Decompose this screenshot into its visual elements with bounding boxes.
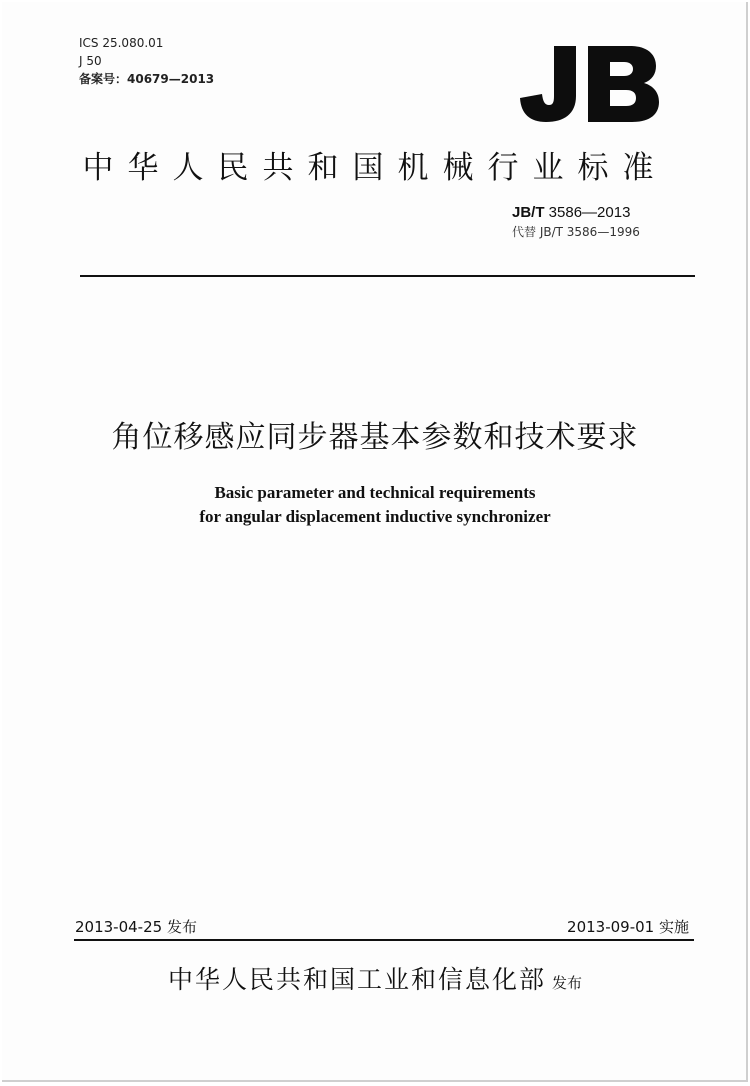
title-english-line-1: Basic parameter and technical requirements — [214, 483, 536, 502]
standard-category: 中华人民共和国机械行业标准 — [82, 150, 668, 186]
publish-date: 2013-04-25 发布 — [75, 918, 197, 936]
top-divider — [80, 275, 695, 277]
ics-code: ICS 25.080.01 — [79, 36, 164, 50]
standard-prefix: JB/T — [512, 204, 545, 221]
issuer — [2, 960, 748, 996]
standard-code: 3586—2013 — [544, 204, 631, 221]
issuer-suffix: 发布 — [552, 974, 583, 992]
ccs-code: J 50 — [79, 54, 102, 68]
bottom-divider — [74, 939, 694, 941]
filing-number: 备案号：40679—2013 — [79, 72, 215, 86]
document-page — [2, 2, 748, 1082]
title-english-line-2: for angular displacement inductive synchronizer — [199, 507, 551, 526]
title-english — [2, 481, 748, 529]
standard-number — [512, 204, 662, 221]
issuer-name: 中华人民共和国工业和信息化部 — [167, 965, 546, 994]
classification-block — [79, 34, 214, 88]
effective-date: 2013-09-01 实施 — [567, 918, 689, 936]
title-chinese: 角位移感应同步器基本参数和技术要求 — [111, 420, 639, 455]
standard-number-block — [512, 204, 662, 240]
replaces-standard: 代替 JB/T 3586—1996 — [512, 225, 640, 239]
jb-logo — [518, 44, 660, 124]
